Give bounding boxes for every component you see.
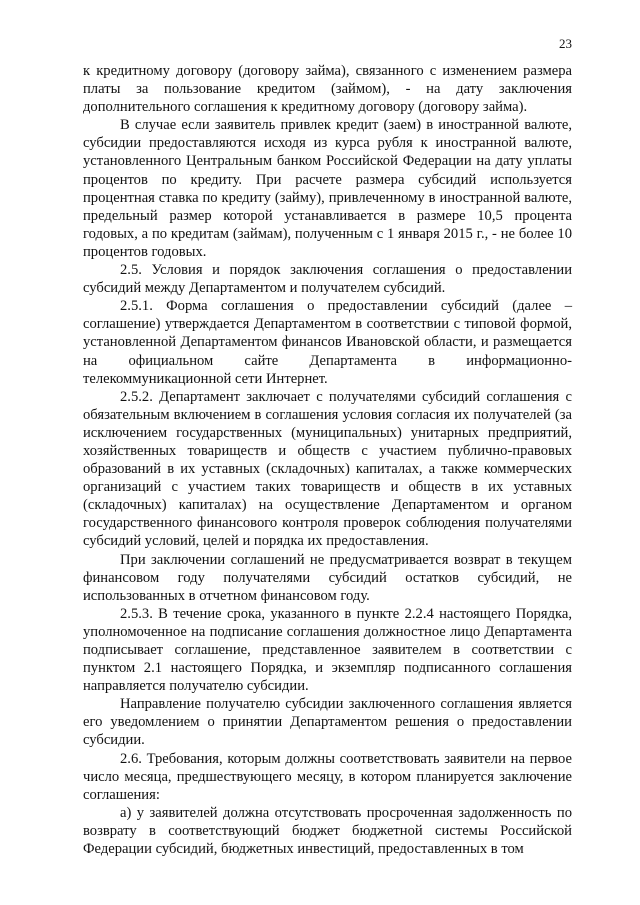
- section-heading-2-5: 2.5. Условия и порядок заключения соглашения о предоставлении субсидий между Департаментом и получателем субсидий.: [83, 262, 572, 297]
- paragraph-continuation: к кредитному договору (договору займа), связанного с изменением размера платы за пользование кредитом (займом), - на дату заключения дополнительного соглашения к кредитному договору (договору займа).: [83, 63, 572, 116]
- paragraph-no-refund: При заключении соглашений не предусматривается возврат в текущем финансовом году получателями субсидий остатков субсидий, не использованных в отчетном финансовом году.: [83, 551, 572, 604]
- paragraph-2-5-3: 2.5.3. В течение срока, указанного в пункте 2.2.4 настоящего Порядка, уполномоченное на подписание соглашения должностное лицо Департамента подписывает соглашение, представленное заявителем в соответствии с пунктом 2.1 настоящего Порядка, и экземпляр подписанного соглашения направляется получателю субсидии.: [83, 605, 572, 695]
- paragraph-2-6: 2.6. Требования, которым должны соответствовать заявители на первое число месяца, предшествующего месяцу, в котором планируется заключение соглашения:: [83, 750, 572, 803]
- paragraph-2-5-2: 2.5.2. Департамент заключает с получателями субсидий соглашения с обязательным включением в соглашения условия согласия их получателей (за исключением государственных (муниципальных) унитарных предприятий, хозяйственных товариществ и обществ с участием публично-правовых образований в их уставных (складочных) капиталах, а также коммерческих организаций с участием таких товариществ и обществ в их уставных (складочных) капиталах) на осуществление Департаментом и органом государственного финансового контроля проверок соблюдения получателями субсидий условий, целей и порядка их предоставления.: [83, 388, 572, 550]
- page-number: 23: [559, 36, 572, 51]
- document-body: [83, 62, 572, 858]
- paragraph-item-a: а) у заявителей должна отсутствовать просроченная задолженность по возврату в соответствующий бюджет бюджетной системы Российской Федерации субсидий, бюджетных инвестиций, предоставленных в том: [83, 804, 572, 858]
- paragraph-2-5-1: 2.5.1. Форма соглашения о предоставлении субсидий (далее – соглашение) утверждается Департаментом в соответствии с типовой формой, установленной Департаментом финансов Ивановской области, и размещается на официальном сайте Департамента в информационно-телекоммуникационной сети Интернет.: [83, 298, 572, 387]
- paragraph-notification: Направление получателю субсидии заключенного соглашения является его уведомлением о принятии Департаментом решения о предоставлении субсидии.: [83, 696, 572, 749]
- paragraph-foreign-currency: В случае если заявитель привлек кредит (заем) в иностранной валюте, субсидии предоставляются исходя из курса рубля к иностранной валюте, установленного Центральным банком Российской Федерации на дату уплаты процентов по кредиту. При расчете размера субсидий используется процентная ставка по кредиту (займу), привлеченному в иностранной валюте, предельный размер которой устанавливается в размере 10,5 процента годовых, а по кредитам (займам), полученным с 1 января 2015 г., - не более 10 процентов годовых.: [83, 117, 572, 260]
